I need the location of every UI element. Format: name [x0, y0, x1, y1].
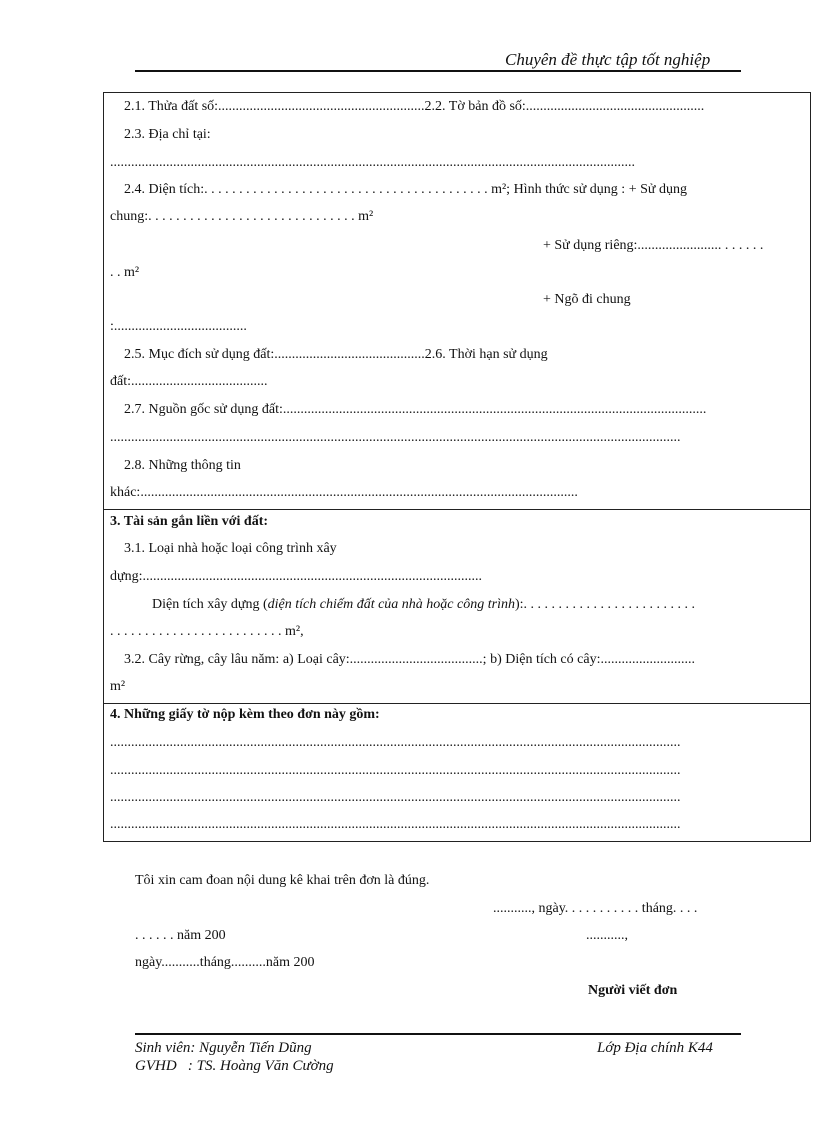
building-type-label: 3.1. Loại nhà hoặc loại công trình xây	[124, 541, 337, 556]
footer-rule	[135, 1033, 741, 1035]
section-4-heading: 4. Những giấy tờ nộp kèm theo đơn này gồm:	[110, 707, 380, 722]
private-use-area: + Sử dụng riêng:........................ . . . . . .	[543, 238, 764, 253]
section-divider	[104, 509, 810, 510]
construction-area: Diện tích xây dựng (diện tích chiếm đất của nhà hoặc công trình):. . . . . . . . . . . . . . . . . . . . . . . . .	[152, 597, 696, 612]
land-form-table	[103, 92, 811, 842]
address-label: 2.3. Địa chỉ tại:	[124, 127, 211, 142]
term-dots: đất:.......................................	[110, 374, 268, 389]
date-line-left: . . . . . . năm 200	[135, 928, 226, 943]
header-rule	[135, 70, 741, 72]
shared-alley-label: + Ngõ đi chung	[543, 292, 631, 307]
attachment-line: ...................................................................................................................................................................	[110, 817, 681, 832]
address-dots: ......................................................................................................................................................	[110, 155, 635, 170]
date-line-right: ..........., ngày. . . . . . . . . . . tháng. . . .	[493, 901, 698, 916]
purpose-and-term: 2.5. Mục đích sử dụng đất:...........................................2.6. Thời hạn sử dụng	[124, 347, 548, 362]
land-origin-dots: ...................................................................................................................................................................	[110, 430, 681, 445]
document-header-title: Chuyên đề thực tập tốt nghiệp	[505, 50, 711, 69]
area-and-usage-form: 2.4. Diện tích:. . . . . . . . . . . . . . . . . . . . . . . . . . . . . . . . . . . . . . . . . m²; Hình thức sử dụng : + Sử dụng	[124, 182, 687, 197]
section-3-heading: 3. Tài sản gắn liền với đất:	[110, 514, 269, 529]
plot-and-map-number: 2.1. Thửa đất số:...........................................................2.2. Tờ bản đồ số:...................................................	[124, 99, 705, 114]
other-info-label: 2.8. Những thông tin	[124, 458, 241, 473]
construction-area-dots: . . . . . . . . . . . . . . . . . . . . . . . . . m²,	[110, 624, 304, 639]
common-use-area: chung:. . . . . . . . . . . . . . . . . . . . . . . . . . . . . . m²	[110, 209, 374, 224]
perennial-trees: 3.2. Cây rừng, cây lâu năm: a) Loại cây:......................................; b) Diện tích có cây:...........................	[124, 652, 695, 667]
footer-class: Lớp Địa chính K44	[597, 1040, 713, 1056]
footer-advisor: GVHD : TS. Hoàng Văn Cường	[135, 1058, 334, 1074]
private-use-unit: . . m²	[110, 265, 140, 280]
building-type-dots: dựng:.................................................................................................	[110, 569, 482, 584]
footer-student: Sinh viên: Nguyễn Tiến Dũng	[135, 1040, 312, 1056]
declaration-statement: Tôi xin cam đoan nội dung kê khai trên đơn là đúng.	[135, 873, 430, 888]
shared-alley-dots: :......................................	[110, 319, 247, 334]
tree-area-unit: m²	[110, 679, 126, 694]
attachment-line: ...................................................................................................................................................................	[110, 763, 681, 778]
date-line-left-2: ngày...........tháng..........năm 200	[135, 955, 315, 970]
date-line-right-2: ...........,	[586, 928, 628, 943]
signer-label: Người viết đơn	[588, 983, 678, 998]
section-divider	[104, 703, 810, 704]
attachment-line: ...................................................................................................................................................................	[110, 790, 681, 805]
attachment-line: ...................................................................................................................................................................	[110, 735, 681, 750]
land-origin: 2.7. Nguồn gốc sử dụng đất:.........................................................................................................................	[124, 402, 707, 417]
other-info-dots: khác:.............................................................................................................................	[110, 485, 578, 500]
